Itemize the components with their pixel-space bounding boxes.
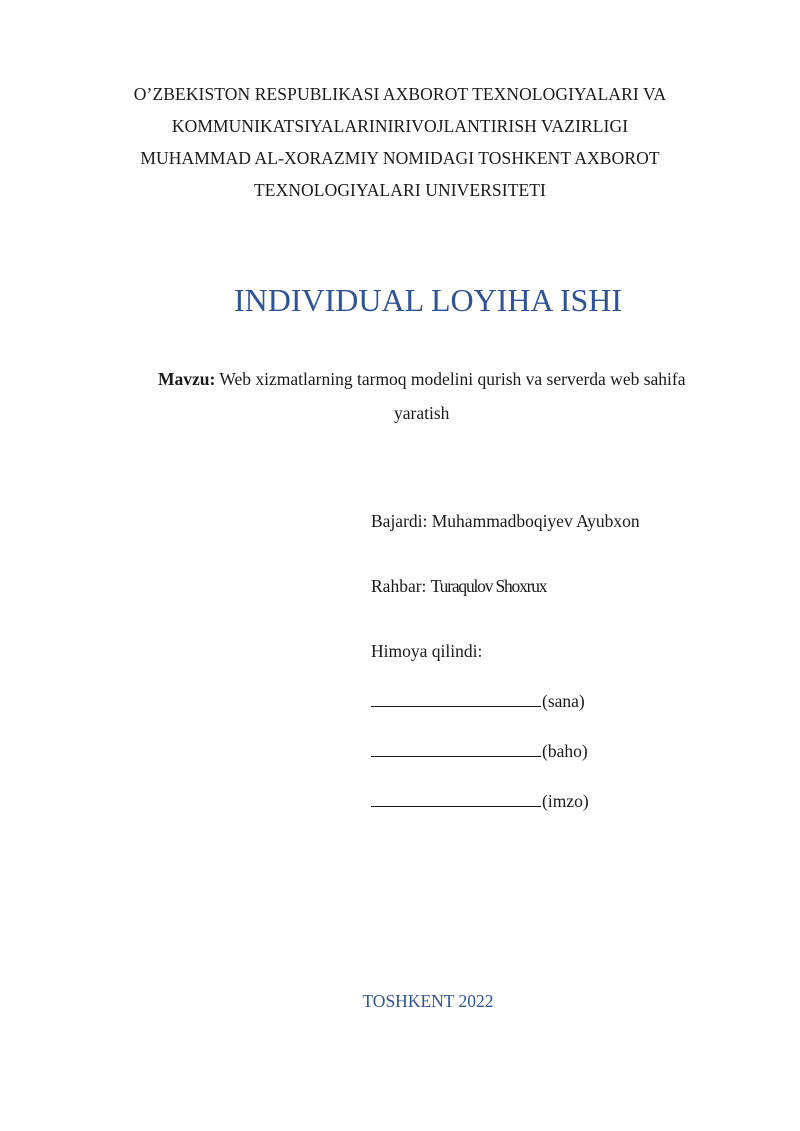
- topic-line-2: yaratish: [394, 403, 450, 423]
- signature-blank: [371, 790, 541, 807]
- date-signature-line: [371, 690, 585, 712]
- signature-label: (imzo): [542, 791, 589, 811]
- city-year-footer: TOSHKENT 2022: [362, 991, 494, 1011]
- ministry-header: [0, 78, 800, 206]
- date-label: (sana): [542, 691, 585, 711]
- performed-value: Muhammadboqiyev Ayubxon: [431, 511, 640, 531]
- supervisor-label: Rahbar:: [371, 576, 431, 596]
- supervisor-value: Turaqulov Shoxrux: [430, 576, 547, 596]
- header-line-3: MUHAMMAD AL-XORAZMIY NOMIDAGI TOSHKENT AXBOROT: [140, 148, 660, 168]
- performed-label: Bajardi:: [371, 511, 432, 531]
- header-line-2: KOMMUNIKATSIYALARINIRIVOJLANTIRISH VAZIRLIGI: [171, 116, 629, 136]
- performed-by: [371, 511, 640, 532]
- signature-line: [371, 790, 589, 812]
- topic-line-1: [158, 369, 686, 390]
- topic-label: Mavzu:: [158, 369, 216, 389]
- document-title: INDIVIDUAL LOYIHA ISHI: [233, 282, 623, 318]
- grade-blank: [371, 740, 541, 757]
- topic-text-1: Web xizmatlarning tarmoq modelini qurish va serverda web sahifa: [215, 369, 686, 389]
- supervisor: [371, 576, 546, 597]
- header-line-1: O’ZBEKISTON RESPUBLIKASI AXBOROT TEXNOLOGIYALARI VA: [133, 84, 667, 104]
- grade-signature-line: [371, 740, 588, 762]
- header-line-4: TEXNOLOGIYALARI UNIVERSITETI: [254, 180, 546, 200]
- grade-label: (baho): [542, 741, 588, 761]
- defended-label: Himoya qilindi:: [371, 641, 483, 661]
- date-blank: [371, 690, 541, 707]
